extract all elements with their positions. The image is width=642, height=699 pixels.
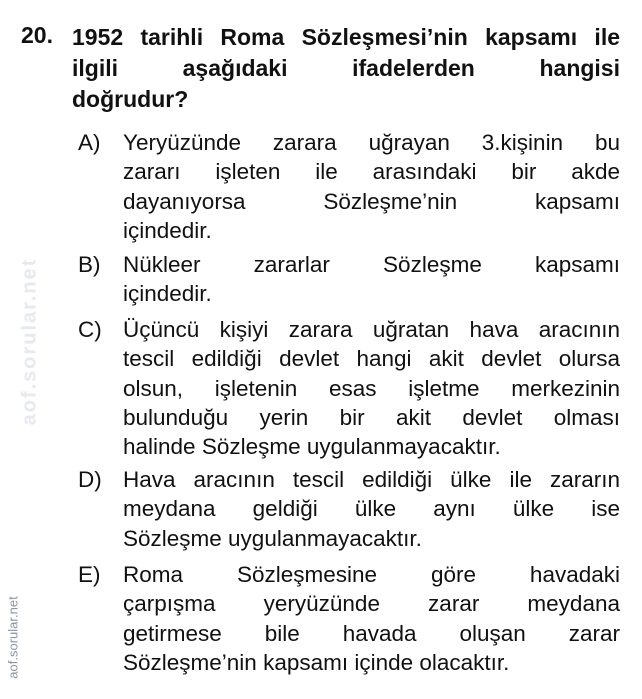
option-letter: D)	[78, 467, 102, 492]
question-line: 1952 tarihli Roma Sözleşmesi’nin kapsamı ile	[72, 24, 620, 50]
question-line: doğrudur?	[72, 86, 189, 112]
option-text	[123, 250, 620, 309]
side-watermark: aof.sorular.net	[5, 596, 21, 679]
option-letter: B)	[78, 252, 101, 277]
option-letter: E)	[78, 562, 101, 587]
option-line: Nükleer zararlar Sözleşme kapsamı	[123, 252, 620, 277]
question-text	[72, 22, 620, 115]
option-line: Üçüncü kişiyi zarara uğratan hava aracının	[123, 317, 620, 342]
question-line: ilgili aşağıdaki ifadelerden hangisi	[72, 55, 620, 81]
option-line: getirmese bile havada oluşan zarar	[123, 620, 620, 646]
option-line: bulunduğu yerin bir akit devlet olması	[123, 404, 620, 430]
option-line: meydana geldiği ülke aynı ülke ise	[123, 496, 620, 522]
option-text	[123, 465, 620, 553]
option-line: Sözleşme’nin kapsamı içinde olacaktır.	[123, 649, 510, 675]
option-letter: A)	[78, 130, 101, 155]
option-text	[123, 315, 620, 461]
option-line: halinde Sözleşme uygulanmayacaktır.	[123, 434, 501, 460]
option-line: olsun, işletenin esas işletme merkezinin	[123, 375, 620, 401]
option-line: Roma Sözleşmesine göre havadaki	[123, 562, 620, 587]
option-line: dayanıyorsa Sözleşme’nin kapsamı	[123, 188, 620, 214]
option-line: Yeryüzünde zarara uğrayan 3.kişinin bu	[123, 130, 620, 155]
option-line: çarpışma yeryüzünde zarar meydana	[123, 591, 620, 617]
question-number: 20.	[21, 22, 53, 48]
option-text	[123, 560, 620, 677]
watermark: aof.sorular.net	[18, 257, 41, 426]
option-line: içindedir.	[123, 217, 212, 243]
option-line: zararı işleten ile arasındaki bir akde	[123, 159, 620, 185]
option-line: Hava aracının tescil edildiği ülke ile zararın	[123, 467, 620, 492]
option-text	[123, 128, 620, 245]
option-line: Sözleşme uygulanmayacaktır.	[123, 525, 422, 551]
option-line: tescil edildiği devlet hangi akit devlet olursa	[123, 346, 620, 372]
option-line: içindedir.	[123, 281, 212, 307]
option-letter: C)	[78, 317, 102, 342]
